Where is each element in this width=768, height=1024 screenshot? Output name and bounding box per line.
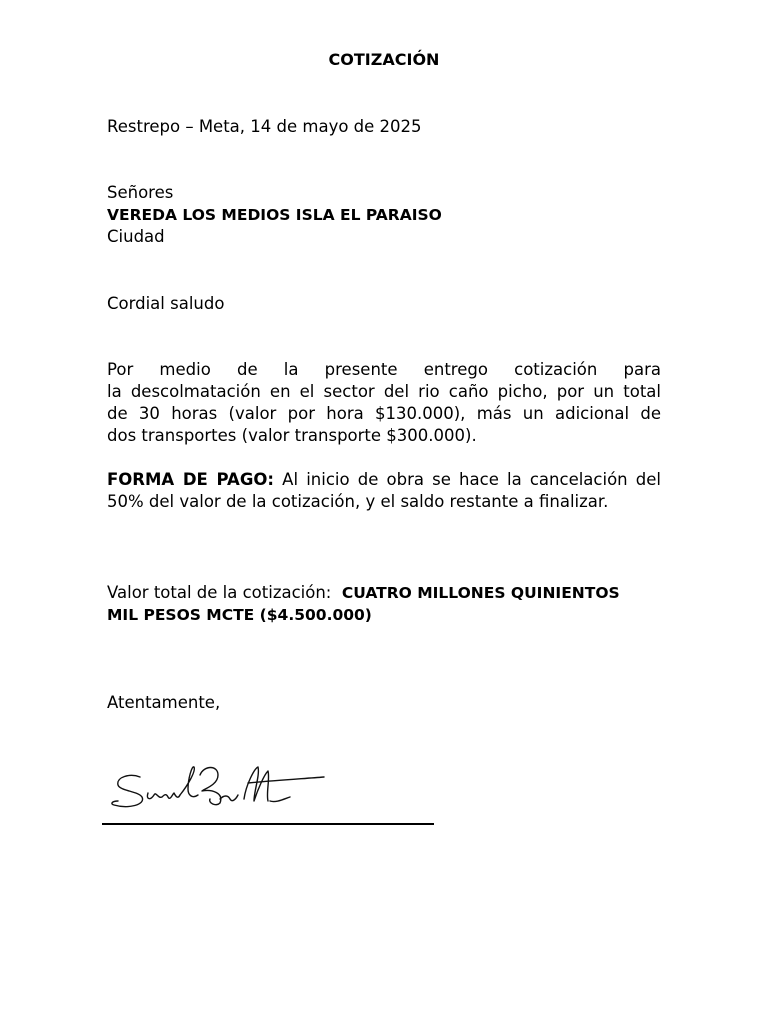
total-amount-words: CUATRO MILLONES QUINIENTOS — [341, 584, 620, 602]
body-line: Por medio de la presente entrego cotización para — [107, 360, 661, 379]
body-paragraph — [107, 359, 661, 447]
total-block — [107, 582, 667, 626]
signature-line — [102, 823, 434, 825]
recipient-city: Ciudad — [107, 227, 165, 246]
closing: Atentamente, — [107, 693, 221, 712]
body-line: de 30 horas (valor por hora $130.000), más un adicional de — [107, 404, 661, 423]
payment-label: FORMA DE PAGO — [107, 470, 268, 489]
body-line: la descolmatación en el sector del rio caño picho, por un total — [107, 382, 661, 401]
handwritten-signature — [108, 755, 338, 817]
payment-paragraph — [107, 469, 661, 513]
salutation-prefix: Señores — [107, 183, 174, 202]
total-line-1 — [107, 582, 667, 604]
document-title: COTIZACIÓN — [328, 50, 440, 69]
payment-line — [107, 469, 661, 491]
payment-colon: : — [267, 470, 275, 489]
recipient-name: VEREDA LOS MEDIOS ISLA EL PARAISO — [107, 206, 442, 224]
body-line: dos transportes (valor transporte $300.000). — [107, 426, 477, 445]
total-amount-figure: MIL PESOS MCTE ($4.500.000) — [107, 606, 372, 624]
greeting: Cordial saludo — [107, 294, 225, 313]
payment-line: 50% del valor de la cotización, y el saldo restante a finalizar. — [107, 492, 609, 511]
total-label: Valor total de la cotización: — [107, 583, 332, 602]
place-date: Restrepo – Meta, 14 de mayo de 2025 — [107, 117, 422, 136]
payment-text: Al inicio de obra se hace la cancelación del — [274, 470, 661, 489]
